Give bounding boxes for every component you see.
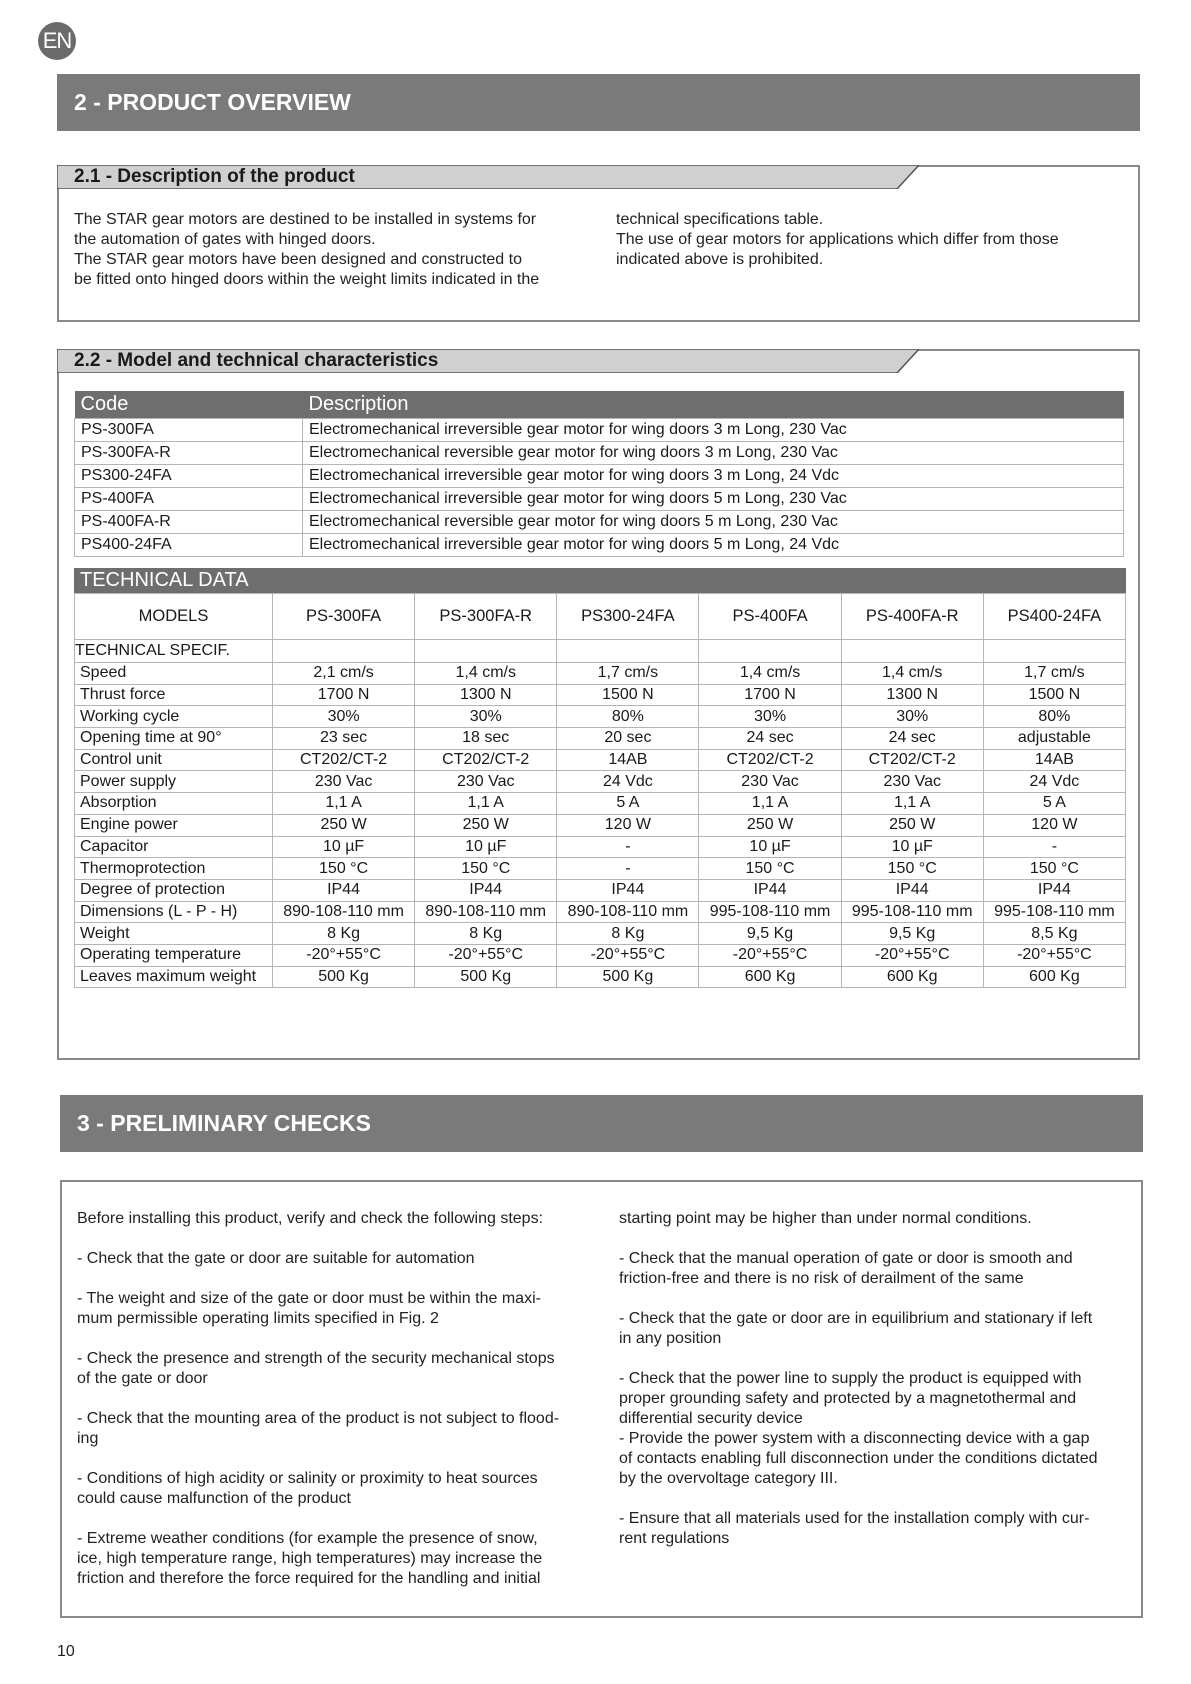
- spec-row: [75, 858, 1126, 880]
- check-paragraph: [77, 1289, 589, 1329]
- technical-data-table: [74, 593, 1126, 988]
- language-badge: EN: [38, 22, 76, 60]
- paragraph-gap: [619, 1289, 1131, 1309]
- spec-value: 120 W: [983, 814, 1125, 836]
- empty-cell: [273, 640, 415, 663]
- spec-value: 995-108-110 mm: [841, 901, 983, 923]
- code-row: [75, 441, 1124, 464]
- check-line: of contacts enabling full disconnection under the conditions dictated: [619, 1450, 1098, 1467]
- spec-value: 1,1 A: [841, 793, 983, 815]
- checks-left-column: [77, 1209, 589, 1589]
- spec-value: 890-108-110 mm: [273, 901, 415, 923]
- spec-value: IP44: [273, 879, 415, 901]
- model-header: PS-300FA-R: [415, 594, 557, 640]
- spec-value: IP44: [415, 879, 557, 901]
- preliminary-checks-box: [60, 1180, 1143, 1618]
- check-line: differential security device: [619, 1410, 803, 1427]
- check-line: - Check that the power line to supply the product is equipped with: [619, 1370, 1082, 1387]
- check-line: mum permissible operating limits specified in Fig. 2: [77, 1310, 439, 1327]
- spec-value: 10 µF: [415, 836, 557, 858]
- spec-name: Control unit: [75, 749, 273, 771]
- spec-value: 500 Kg: [557, 966, 699, 988]
- spec-value: 20 sec: [557, 728, 699, 750]
- spec-value: 24 Vdc: [983, 771, 1125, 793]
- check-line: - The weight and size of the gate or door must be within the maxi-: [77, 1290, 541, 1307]
- spec-value: 23 sec: [273, 728, 415, 750]
- check-line: could cause malfunction of the product: [77, 1490, 351, 1507]
- spec-value: 120 W: [557, 814, 699, 836]
- spec-value: 890-108-110 mm: [557, 901, 699, 923]
- code-row: [75, 418, 1124, 441]
- model-header: PS400-24FA: [983, 594, 1125, 640]
- spec-value: 5 A: [557, 793, 699, 815]
- check-line: friction and therefore the force required for the handling and initial: [77, 1570, 541, 1587]
- spec-name: Thermoprotection: [75, 858, 273, 880]
- model-description: Electromechanical irreversible gear motor for wing doors 5 m Long, 230 Vac: [303, 487, 1124, 510]
- empty-cell: [983, 640, 1125, 663]
- check-line: rent regulations: [619, 1530, 730, 1547]
- spec-row: [75, 771, 1126, 793]
- spec-row: [75, 836, 1126, 858]
- check-paragraph: [619, 1369, 1131, 1489]
- subheading-2-2: [57, 349, 438, 373]
- check-line: of the gate or door: [77, 1370, 208, 1387]
- description-line: be fitted onto hinged doors within the weight limits indicated in the: [74, 271, 540, 288]
- spec-value: CT202/CT-2: [415, 749, 557, 771]
- spec-value: 600 Kg: [699, 966, 841, 988]
- spec-value: 150 °C: [841, 858, 983, 880]
- spec-name: Leaves maximum weight: [75, 966, 273, 988]
- spec-name: Dimensions (L - P - H): [75, 901, 273, 923]
- spec-row: [75, 966, 1126, 988]
- spec-value: 250 W: [841, 814, 983, 836]
- check-paragraph: [77, 1349, 589, 1389]
- spec-value: 9,5 Kg: [841, 923, 983, 945]
- model-description: Electromechanical irreversible gear motor for wing doors 3 m Long, 230 Vac: [303, 418, 1124, 441]
- spec-value: CT202/CT-2: [841, 749, 983, 771]
- spec-row: [75, 923, 1126, 945]
- spec-value: 1,7 cm/s: [557, 663, 699, 685]
- spec-value: IP44: [699, 879, 841, 901]
- section-2-title: 2 - PRODUCT OVERVIEW: [57, 74, 1140, 131]
- spec-value: CT202/CT-2: [699, 749, 841, 771]
- check-paragraph: [619, 1209, 1131, 1229]
- check-paragraph: [77, 1469, 589, 1509]
- check-line: by the overvoltage category III.: [619, 1470, 838, 1487]
- spec-value: -20°+55°C: [415, 944, 557, 966]
- checks-right-column: [619, 1209, 1131, 1549]
- models-row: [75, 594, 1126, 640]
- model-code: PS-300FA-R: [75, 441, 303, 464]
- empty-cell: [557, 640, 699, 663]
- model-description: Electromechanical reversible gear motor for wing doors 3 m Long, 230 Vac: [303, 441, 1124, 464]
- spec-value: -: [557, 858, 699, 880]
- spec-value: 1300 N: [415, 684, 557, 706]
- spec-name: Operating temperature: [75, 944, 273, 966]
- check-line: - Check that the gate or door are suitable for automation: [77, 1250, 475, 1267]
- paragraph-gap: [619, 1489, 1131, 1509]
- check-paragraph: [77, 1529, 589, 1589]
- code-row: [75, 510, 1124, 533]
- spec-value: 890-108-110 mm: [415, 901, 557, 923]
- check-line: Before installing this product, verify and check the following steps:: [77, 1210, 544, 1227]
- spec-value: -: [983, 836, 1125, 858]
- spec-value: 500 Kg: [415, 966, 557, 988]
- spec-value: 8 Kg: [557, 923, 699, 945]
- spec-name: Engine power: [75, 814, 273, 836]
- check-line: proper grounding safety and protected by a magnetothermal and: [619, 1390, 1077, 1407]
- check-line: - Check that the manual operation of gate or door is smooth and: [619, 1250, 1073, 1267]
- check-line: starting point may be higher than under normal conditions.: [619, 1210, 1032, 1227]
- description-left-column: [74, 210, 574, 290]
- model-header: PS-400FA: [699, 594, 841, 640]
- code-table: [74, 391, 1124, 557]
- paragraph-gap: [77, 1449, 589, 1469]
- check-line: - Check that the mounting area of the product is not subject to flood-: [77, 1410, 560, 1427]
- model-header: PS-400FA-R: [841, 594, 983, 640]
- model-header: PS300-24FA: [557, 594, 699, 640]
- paragraph-gap: [619, 1349, 1131, 1369]
- check-line: - Provide the power system with a disconnecting device with a gap: [619, 1430, 1090, 1447]
- spec-row: [75, 879, 1126, 901]
- spec-value: -20°+55°C: [273, 944, 415, 966]
- check-line: ice, high temperature range, high temperatures) may increase the: [77, 1550, 543, 1567]
- spec-value: 230 Vac: [699, 771, 841, 793]
- spec-value: -20°+55°C: [841, 944, 983, 966]
- model-description: Electromechanical irreversible gear motor for wing doors 3 m Long, 24 Vdc: [303, 464, 1124, 487]
- spec-value: 10 µF: [699, 836, 841, 858]
- models-label: MODELS: [75, 594, 273, 640]
- check-paragraph: [77, 1209, 589, 1229]
- check-line: - Conditions of high acidity or salinity or proximity to heat sources: [77, 1470, 538, 1487]
- model-header: PS-300FA: [273, 594, 415, 640]
- spec-value: 1,1 A: [415, 793, 557, 815]
- empty-cell: [415, 640, 557, 663]
- check-paragraph: [77, 1409, 589, 1449]
- section-3-title: 3 - PRELIMINARY CHECKS: [60, 1095, 1143, 1152]
- spec-value: 1700 N: [273, 684, 415, 706]
- spec-value: -: [557, 836, 699, 858]
- technical-data-title: TECHNICAL DATA: [74, 568, 1126, 593]
- description-line: technical specifications table.: [616, 211, 824, 228]
- spec-value: 150 °C: [983, 858, 1125, 880]
- spec-row: [75, 728, 1126, 750]
- spec-value: adjustable: [983, 728, 1125, 750]
- spec-value: 995-108-110 mm: [983, 901, 1125, 923]
- spec-value: 9,5 Kg: [699, 923, 841, 945]
- spec-value: -20°+55°C: [557, 944, 699, 966]
- spec-row: [75, 663, 1126, 685]
- check-line: - Check the presence and strength of the security mechanical stops: [77, 1350, 555, 1367]
- description-line: The use of gear motors for applications which differ from those: [616, 231, 1059, 248]
- check-paragraph: [619, 1509, 1131, 1549]
- spec-name: Power supply: [75, 771, 273, 793]
- spec-name: Speed: [75, 663, 273, 685]
- spec-value: 8 Kg: [273, 923, 415, 945]
- model-code: PS400-24FA: [75, 533, 303, 556]
- model-code: PS-300FA: [75, 418, 303, 441]
- spec-value: 150 °C: [699, 858, 841, 880]
- spec-name: Working cycle: [75, 706, 273, 728]
- model-description: Electromechanical irreversible gear motor for wing doors 5 m Long, 24 Vdc: [303, 533, 1124, 556]
- model-code: PS-400FA: [75, 487, 303, 510]
- paragraph-gap: [77, 1229, 589, 1249]
- spec-value: 995-108-110 mm: [699, 901, 841, 923]
- spec-value: 1,7 cm/s: [983, 663, 1125, 685]
- description-line: the automation of gates with hinged doors.: [74, 231, 376, 248]
- spec-value: IP44: [557, 879, 699, 901]
- code-row: [75, 487, 1124, 510]
- spec-value: 1500 N: [983, 684, 1125, 706]
- spec-value: 150 °C: [273, 858, 415, 880]
- spec-value: 18 sec: [415, 728, 557, 750]
- spec-row: [75, 901, 1126, 923]
- spec-value: 10 µF: [841, 836, 983, 858]
- model-characteristics-box: [57, 349, 1140, 1060]
- paragraph-gap: [77, 1389, 589, 1409]
- description-box: [57, 165, 1140, 322]
- spec-value: 10 µF: [273, 836, 415, 858]
- spec-value: -20°+55°C: [983, 944, 1125, 966]
- spec-value: 1300 N: [841, 684, 983, 706]
- spec-name: Thrust force: [75, 684, 273, 706]
- spec-value: 14AB: [557, 749, 699, 771]
- spec-value: 500 Kg: [273, 966, 415, 988]
- spec-value: 1,4 cm/s: [699, 663, 841, 685]
- check-line: - Check that the gate or door are in equilibrium and stationary if left: [619, 1310, 1093, 1327]
- code-column-header: Code: [75, 391, 303, 418]
- spec-row: [75, 706, 1126, 728]
- paragraph-gap: [77, 1269, 589, 1289]
- spec-name: Capacitor: [75, 836, 273, 858]
- spec-row: [75, 749, 1126, 771]
- description-column-header: Description: [303, 391, 1124, 418]
- spec-value: 80%: [983, 706, 1125, 728]
- model-code: PS300-24FA: [75, 464, 303, 487]
- subheading-2-2-text: 2.2 - Model and technical characteristics: [74, 350, 439, 371]
- check-line: - Ensure that all materials used for the installation comply with cur-: [619, 1510, 1090, 1527]
- spec-value: 230 Vac: [841, 771, 983, 793]
- model-description: Electromechanical reversible gear motor for wing doors 5 m Long, 230 Vac: [303, 510, 1124, 533]
- spec-name: Weight: [75, 923, 273, 945]
- description-line: indicated above is prohibited.: [616, 251, 824, 268]
- spec-value: 8,5 Kg: [983, 923, 1125, 945]
- description-line: The STAR gear motors are destined to be installed in systems for: [74, 211, 537, 228]
- spec-label: TECHNICAL SPECIF.: [75, 640, 273, 663]
- spec-label-row: [75, 640, 1126, 663]
- spec-value: 30%: [699, 706, 841, 728]
- spec-value: 1500 N: [557, 684, 699, 706]
- spec-value: 24 sec: [841, 728, 983, 750]
- spec-value: IP44: [841, 879, 983, 901]
- spec-value: -20°+55°C: [699, 944, 841, 966]
- empty-cell: [841, 640, 983, 663]
- spec-value: 8 Kg: [415, 923, 557, 945]
- check-line: in any position: [619, 1330, 722, 1347]
- subheading-2-1: [57, 165, 355, 189]
- spec-row: [75, 814, 1126, 836]
- spec-name: Absorption: [75, 793, 273, 815]
- spec-value: 24 sec: [699, 728, 841, 750]
- check-line: - Extreme weather conditions (for example the presence of snow,: [77, 1530, 538, 1547]
- spec-value: IP44: [983, 879, 1125, 901]
- spec-name: Opening time at 90°: [75, 728, 273, 750]
- spec-value: 230 Vac: [415, 771, 557, 793]
- code-row: [75, 464, 1124, 487]
- spec-value: 250 W: [273, 814, 415, 836]
- spec-row: [75, 793, 1126, 815]
- spec-name: Degree of protection: [75, 879, 273, 901]
- spec-value: CT202/CT-2: [273, 749, 415, 771]
- empty-cell: [699, 640, 841, 663]
- spec-value: 2,1 cm/s: [273, 663, 415, 685]
- spec-value: 250 W: [415, 814, 557, 836]
- description-right-column: [616, 210, 1116, 270]
- check-line: ing: [77, 1430, 99, 1447]
- check-paragraph: [619, 1249, 1131, 1289]
- spec-value: 5 A: [983, 793, 1125, 815]
- spec-value: 1,1 A: [699, 793, 841, 815]
- subheading-2-1-text: 2.1 - Description of the product: [74, 166, 355, 187]
- spec-value: 24 Vdc: [557, 771, 699, 793]
- model-code: PS-400FA-R: [75, 510, 303, 533]
- spec-value: 30%: [273, 706, 415, 728]
- check-paragraph: [77, 1249, 589, 1269]
- spec-value: 1,4 cm/s: [841, 663, 983, 685]
- paragraph-gap: [77, 1329, 589, 1349]
- spec-value: 600 Kg: [841, 966, 983, 988]
- paragraph-gap: [77, 1509, 589, 1529]
- spec-value: 1700 N: [699, 684, 841, 706]
- spec-value: 1,4 cm/s: [415, 663, 557, 685]
- spec-row: [75, 684, 1126, 706]
- spec-value: 230 Vac: [273, 771, 415, 793]
- check-line: friction-free and there is no risk of derailment of the same: [619, 1270, 1024, 1287]
- spec-value: 600 Kg: [983, 966, 1125, 988]
- spec-value: 80%: [557, 706, 699, 728]
- spec-value: 30%: [841, 706, 983, 728]
- check-paragraph: [619, 1309, 1131, 1349]
- page-number: 10: [57, 1643, 75, 1660]
- spec-value: 1,1 A: [273, 793, 415, 815]
- spec-value: 14AB: [983, 749, 1125, 771]
- spec-value: 30%: [415, 706, 557, 728]
- code-row: [75, 533, 1124, 556]
- paragraph-gap: [619, 1229, 1131, 1249]
- spec-value: 250 W: [699, 814, 841, 836]
- description-line: The STAR gear motors have been designed and constructed to: [74, 251, 522, 268]
- spec-value: 150 °C: [415, 858, 557, 880]
- spec-row: [75, 944, 1126, 966]
